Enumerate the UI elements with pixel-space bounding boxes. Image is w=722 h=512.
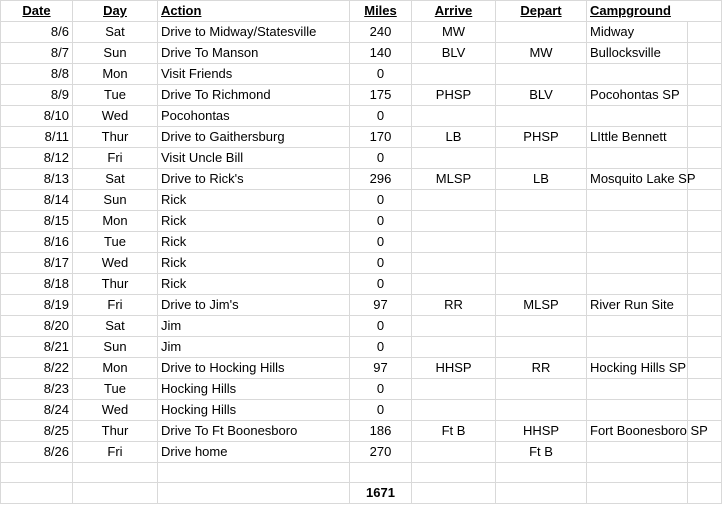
- date-cell[interactable]: 8/6: [1, 22, 73, 43]
- header-miles[interactable]: Miles: [350, 1, 412, 22]
- cell[interactable]: [688, 316, 722, 337]
- arrive-cell[interactable]: [412, 232, 496, 253]
- cell[interactable]: [496, 463, 587, 483]
- date-cell[interactable]: 8/23: [1, 379, 73, 400]
- day-cell[interactable]: Thur: [73, 127, 158, 148]
- date-cell[interactable]: 8/22: [1, 358, 73, 379]
- depart-cell[interactable]: LB: [496, 169, 587, 190]
- table-row: [1, 127, 722, 148]
- table-row: [1, 295, 722, 316]
- miles-cell[interactable]: 97: [350, 295, 412, 316]
- action-cell[interactable]: Jim: [158, 337, 350, 358]
- arrive-cell[interactable]: [412, 400, 496, 421]
- miles-cell[interactable]: 175: [350, 85, 412, 106]
- depart-cell[interactable]: HHSP: [496, 421, 587, 442]
- date-cell[interactable]: 8/21: [1, 337, 73, 358]
- campground-cell[interactable]: [587, 106, 688, 127]
- campground-cell[interactable]: [587, 379, 688, 400]
- day-cell[interactable]: Sun: [73, 43, 158, 64]
- arrive-cell[interactable]: [412, 316, 496, 337]
- action-cell[interactable]: Drive to Midway/Statesville: [158, 22, 350, 43]
- depart-cell[interactable]: [496, 379, 587, 400]
- header-action[interactable]: Action: [158, 1, 350, 22]
- day-cell[interactable]: Tue: [73, 379, 158, 400]
- arrive-cell[interactable]: LB: [412, 127, 496, 148]
- depart-cell[interactable]: RR: [496, 358, 587, 379]
- cell[interactable]: [688, 463, 722, 483]
- date-cell[interactable]: 8/15: [1, 211, 73, 232]
- depart-cell[interactable]: [496, 253, 587, 274]
- action-cell[interactable]: Drive to Rick's: [158, 169, 350, 190]
- campground-cell[interactable]: Midway: [587, 22, 688, 43]
- miles-cell[interactable]: 140: [350, 43, 412, 64]
- date-cell[interactable]: 8/8: [1, 64, 73, 85]
- action-cell[interactable]: Visit Friends: [158, 64, 350, 85]
- miles-cell[interactable]: 240: [350, 22, 412, 43]
- action-cell[interactable]: Drive to Hocking Hills: [158, 358, 350, 379]
- table-row: [1, 358, 722, 379]
- arrive-cell[interactable]: MW: [412, 22, 496, 43]
- table-row: [1, 148, 722, 169]
- header-date[interactable]: Date: [1, 1, 73, 22]
- depart-cell[interactable]: [496, 274, 587, 295]
- arrive-cell[interactable]: Ft B: [412, 421, 496, 442]
- total-row: [1, 483, 722, 504]
- table-row: [1, 379, 722, 400]
- day-cell[interactable]: Sun: [73, 337, 158, 358]
- cell[interactable]: [688, 211, 722, 232]
- action-cell[interactable]: Rick: [158, 211, 350, 232]
- date-cell[interactable]: 8/17: [1, 253, 73, 274]
- campground-cell[interactable]: Hocking Hills SP: [587, 358, 688, 379]
- depart-cell[interactable]: [496, 400, 587, 421]
- miles-cell[interactable]: 97: [350, 358, 412, 379]
- cell[interactable]: [412, 463, 496, 483]
- cell[interactable]: [1, 463, 73, 483]
- arrive-cell[interactable]: MLSP: [412, 169, 496, 190]
- depart-cell[interactable]: [496, 316, 587, 337]
- date-cell[interactable]: 8/10: [1, 106, 73, 127]
- campground-cell[interactable]: [587, 316, 688, 337]
- table-row: [1, 211, 722, 232]
- date-cell[interactable]: 8/24: [1, 400, 73, 421]
- table-row: [1, 22, 722, 43]
- table-row: [1, 169, 722, 190]
- miles-cell[interactable]: 170: [350, 127, 412, 148]
- day-cell[interactable]: Tue: [73, 85, 158, 106]
- action-cell[interactable]: Rick: [158, 190, 350, 211]
- date-cell[interactable]: 8/25: [1, 421, 73, 442]
- miles-cell[interactable]: 0: [350, 274, 412, 295]
- table-row: [1, 421, 722, 442]
- day-cell[interactable]: Fri: [73, 442, 158, 463]
- day-cell[interactable]: Fri: [73, 295, 158, 316]
- miles-cell[interactable]: 0: [350, 253, 412, 274]
- table-row: [1, 64, 722, 85]
- cell[interactable]: [688, 148, 722, 169]
- date-cell[interactable]: 8/12: [1, 148, 73, 169]
- cell[interactable]: [688, 85, 722, 106]
- table-row: [1, 253, 722, 274]
- miles-cell[interactable]: 0: [350, 337, 412, 358]
- day-cell[interactable]: Fri: [73, 148, 158, 169]
- campground-cell[interactable]: LIttle Bennett: [587, 127, 688, 148]
- day-cell[interactable]: Wed: [73, 400, 158, 421]
- header-arrive[interactable]: Arrive: [412, 1, 496, 22]
- depart-cell[interactable]: [496, 148, 587, 169]
- date-cell[interactable]: 8/7: [1, 43, 73, 64]
- cell[interactable]: [688, 274, 722, 295]
- table-row: [1, 232, 722, 253]
- cell[interactable]: [688, 400, 722, 421]
- day-cell[interactable]: Mon: [73, 64, 158, 85]
- campground-cell[interactable]: [587, 232, 688, 253]
- date-cell[interactable]: 8/20: [1, 316, 73, 337]
- cell[interactable]: [688, 43, 722, 64]
- depart-cell[interactable]: [496, 337, 587, 358]
- depart-cell[interactable]: [496, 190, 587, 211]
- campground-cell[interactable]: River Run Site: [587, 295, 688, 316]
- action-cell[interactable]: Drive To Ft Boonesboro: [158, 421, 350, 442]
- campground-cell[interactable]: [587, 190, 688, 211]
- arrive-cell[interactable]: HHSP: [412, 358, 496, 379]
- cell[interactable]: [688, 190, 722, 211]
- day-cell[interactable]: Tue: [73, 232, 158, 253]
- cell[interactable]: [412, 483, 496, 504]
- campground-cell[interactable]: Bullocksville: [587, 43, 688, 64]
- cell[interactable]: [73, 463, 158, 483]
- table-row: [1, 400, 722, 421]
- campground-cell[interactable]: [587, 253, 688, 274]
- cell[interactable]: [688, 442, 722, 463]
- cell[interactable]: [73, 483, 158, 504]
- arrive-cell[interactable]: BLV: [412, 43, 496, 64]
- miles-cell[interactable]: 0: [350, 379, 412, 400]
- day-cell[interactable]: Sat: [73, 169, 158, 190]
- miles-cell[interactable]: 296: [350, 169, 412, 190]
- depart-cell[interactable]: Ft B: [496, 442, 587, 463]
- action-cell[interactable]: Visit Uncle Bill: [158, 148, 350, 169]
- miles-cell[interactable]: 0: [350, 232, 412, 253]
- campground-cell[interactable]: [587, 442, 688, 463]
- campground-cell[interactable]: [587, 148, 688, 169]
- depart-cell[interactable]: BLV: [496, 85, 587, 106]
- header-depart[interactable]: Depart: [496, 1, 587, 22]
- day-cell[interactable]: Mon: [73, 211, 158, 232]
- depart-cell[interactable]: [496, 64, 587, 85]
- date-cell[interactable]: 8/18: [1, 274, 73, 295]
- action-cell[interactable]: Jim: [158, 316, 350, 337]
- campground-cell[interactable]: [587, 211, 688, 232]
- cell[interactable]: [1, 483, 73, 504]
- date-cell[interactable]: 8/19: [1, 295, 73, 316]
- cell[interactable]: [587, 463, 688, 483]
- arrive-cell[interactable]: PHSP: [412, 85, 496, 106]
- itinerary-rows: [1, 22, 722, 463]
- campground-cell[interactable]: [587, 274, 688, 295]
- cell[interactable]: [688, 358, 722, 379]
- table-row: [1, 442, 722, 463]
- header-row: [1, 1, 722, 22]
- arrive-cell[interactable]: [412, 148, 496, 169]
- date-cell[interactable]: 8/9: [1, 85, 73, 106]
- table-row: [1, 316, 722, 337]
- action-cell[interactable]: Rick: [158, 232, 350, 253]
- cell[interactable]: [350, 463, 412, 483]
- depart-cell[interactable]: [496, 106, 587, 127]
- arrive-cell[interactable]: [412, 442, 496, 463]
- table-row: [1, 43, 722, 64]
- depart-cell[interactable]: MLSP: [496, 295, 587, 316]
- campground-cell[interactable]: [587, 337, 688, 358]
- action-cell[interactable]: Drive To Richmond: [158, 85, 350, 106]
- arrive-cell[interactable]: [412, 379, 496, 400]
- miles-cell[interactable]: 0: [350, 400, 412, 421]
- date-cell[interactable]: 8/26: [1, 442, 73, 463]
- action-cell[interactable]: Rick: [158, 274, 350, 295]
- cell[interactable]: [688, 483, 722, 504]
- action-cell[interactable]: Drive to Gaithersburg: [158, 127, 350, 148]
- date-cell[interactable]: 8/13: [1, 169, 73, 190]
- miles-cell[interactable]: 0: [350, 148, 412, 169]
- day-cell[interactable]: Thur: [73, 274, 158, 295]
- date-cell[interactable]: 8/16: [1, 232, 73, 253]
- campground-cell[interactable]: [587, 400, 688, 421]
- cell[interactable]: [688, 127, 722, 148]
- table-row: [1, 337, 722, 358]
- arrive-cell[interactable]: RR: [412, 295, 496, 316]
- miles-cell[interactable]: 0: [350, 106, 412, 127]
- action-cell[interactable]: Hocking Hills: [158, 379, 350, 400]
- arrive-cell[interactable]: [412, 64, 496, 85]
- miles-cell[interactable]: 0: [350, 64, 412, 85]
- day-cell[interactable]: Wed: [73, 253, 158, 274]
- action-cell[interactable]: Pocohontas: [158, 106, 350, 127]
- cell[interactable]: [688, 253, 722, 274]
- campground-cell[interactable]: Pocohontas SP: [587, 85, 688, 106]
- header-day[interactable]: Day: [73, 1, 158, 22]
- cell[interactable]: [158, 483, 350, 504]
- day-cell[interactable]: Sun: [73, 190, 158, 211]
- campground-cell[interactable]: Mosquito Lake SP: [587, 169, 688, 190]
- table-row: [1, 274, 722, 295]
- blank-row: [1, 463, 722, 483]
- depart-cell[interactable]: [496, 232, 587, 253]
- arrive-cell[interactable]: [412, 253, 496, 274]
- miles-cell[interactable]: 0: [350, 211, 412, 232]
- table-row: [1, 106, 722, 127]
- cell[interactable]: [688, 22, 722, 43]
- day-cell[interactable]: Sat: [73, 22, 158, 43]
- cell[interactable]: [496, 483, 587, 504]
- depart-cell[interactable]: PHSP: [496, 127, 587, 148]
- cell[interactable]: [587, 483, 688, 504]
- arrive-cell[interactable]: [412, 211, 496, 232]
- cell[interactable]: [688, 64, 722, 85]
- date-cell[interactable]: 8/11: [1, 127, 73, 148]
- cell[interactable]: [688, 337, 722, 358]
- campground-cell[interactable]: Fort Boonesboro SP: [587, 421, 688, 442]
- action-cell[interactable]: Drive To Manson: [158, 43, 350, 64]
- depart-cell[interactable]: [496, 22, 587, 43]
- day-cell[interactable]: Thur: [73, 421, 158, 442]
- day-cell[interactable]: Sat: [73, 316, 158, 337]
- cell[interactable]: [688, 106, 722, 127]
- action-cell[interactable]: Rick: [158, 253, 350, 274]
- cell[interactable]: [688, 379, 722, 400]
- day-cell[interactable]: Mon: [73, 358, 158, 379]
- total-miles-cell[interactable]: 1671: [350, 483, 412, 504]
- miles-cell[interactable]: 270: [350, 442, 412, 463]
- action-cell[interactable]: Drive home: [158, 442, 350, 463]
- depart-cell[interactable]: MW: [496, 43, 587, 64]
- cell[interactable]: [688, 232, 722, 253]
- date-cell[interactable]: 8/14: [1, 190, 73, 211]
- action-cell[interactable]: Drive to Jim's: [158, 295, 350, 316]
- action-cell[interactable]: Hocking Hills: [158, 400, 350, 421]
- depart-cell[interactable]: [496, 211, 587, 232]
- table-row: [1, 85, 722, 106]
- cell[interactable]: [158, 463, 350, 483]
- header-campground[interactable]: Campground: [587, 1, 722, 22]
- arrive-cell[interactable]: [412, 337, 496, 358]
- miles-cell[interactable]: 0: [350, 190, 412, 211]
- arrive-cell[interactable]: [412, 274, 496, 295]
- arrive-cell[interactable]: [412, 190, 496, 211]
- campground-cell[interactable]: [587, 64, 688, 85]
- arrive-cell[interactable]: [412, 106, 496, 127]
- miles-cell[interactable]: 186: [350, 421, 412, 442]
- cell[interactable]: [688, 295, 722, 316]
- miles-cell[interactable]: 0: [350, 316, 412, 337]
- table-row: [1, 190, 722, 211]
- day-cell[interactable]: Wed: [73, 106, 158, 127]
